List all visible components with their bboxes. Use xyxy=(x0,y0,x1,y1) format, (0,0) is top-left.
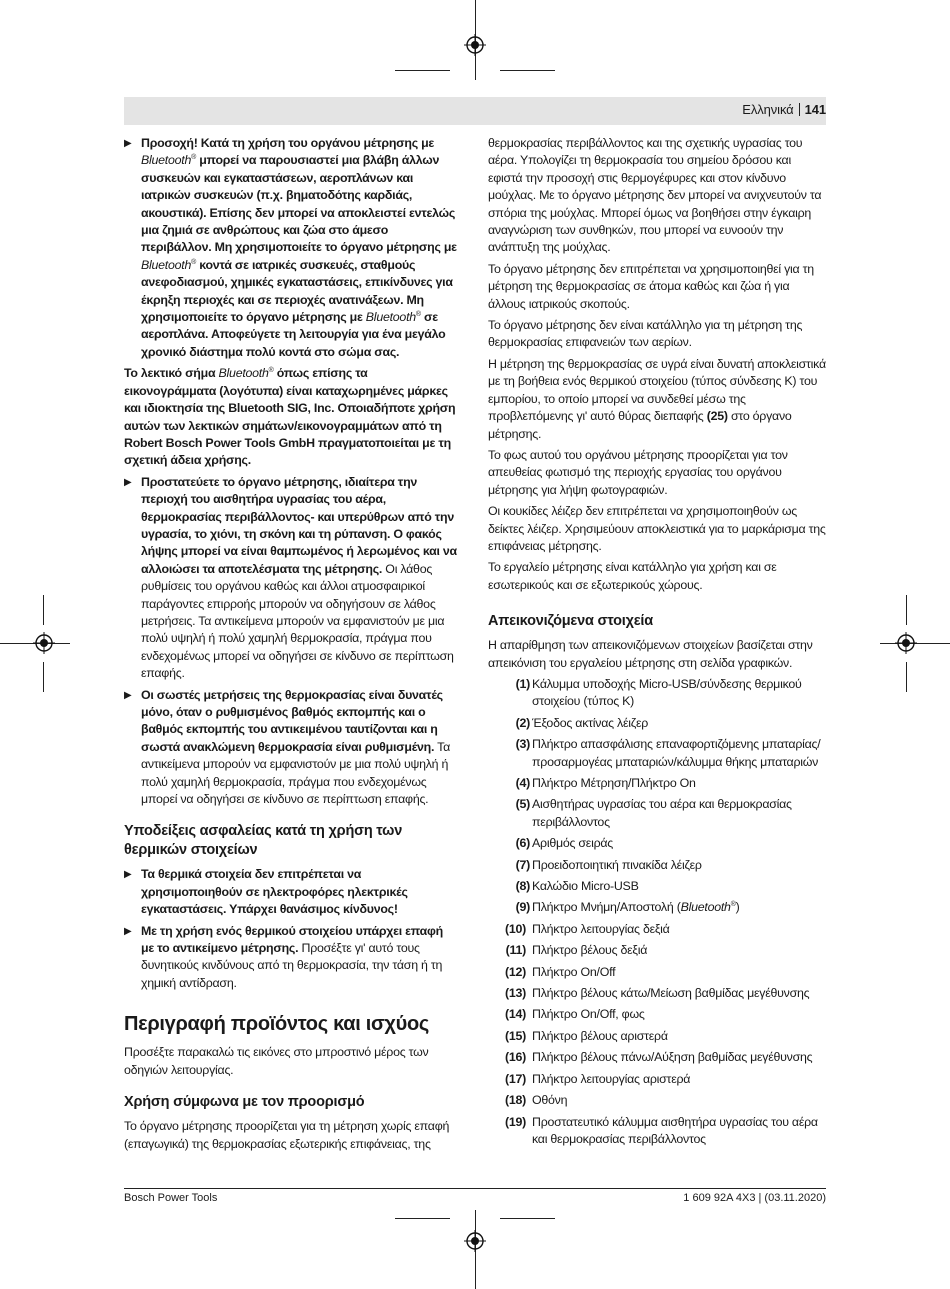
page-number: 141 xyxy=(804,102,826,117)
list-item: (1) Κάλυμμα υποδοχής Micro-USB/σύνδεσης θερμικού στοιχείου (τύπος K) xyxy=(515,676,802,709)
footer-doc-id: 1 609 92A 4X3 | (03.11.2020) xyxy=(683,1192,826,1204)
crop-mark xyxy=(395,70,450,71)
trademark-notice: Το λεκτικό σήμα Bluetooth® όπως επίσης τα εικονογράμματα (λογότυπα) είναι καταχωρημένες μάρκες και ιδιοκτησία της Bluetooth SIG, Inc. Οποιαδήποτε χρήση αυτών των λεκτικών σημάτων/εικονογραμμάτων από τη Robert Bosch Power Tools GmbH πραγματοποιείται με τη σχετική άδεια χρήσης. xyxy=(124,366,456,468)
list-item: (5) Αισθητήρας υγρασίας του αέρα και θερμοκρασίας περιβάλλοντος xyxy=(515,797,792,829)
registration-mark-icon xyxy=(33,632,55,654)
bullet-triangle-icon: ▶ xyxy=(124,476,132,488)
page-header xyxy=(742,102,826,117)
safety-heading: Υποδείξεις ασφαλείας κατά τη χρήση των θερμικών στοιχείων xyxy=(124,823,403,859)
list-item: (3) Πλήκτρο απασφάλισης επαναφορτιζόμενης μπαταρίας/προσαρμογέας μπαταριών/κάλυμμα θήκης μπαταριών xyxy=(515,737,821,769)
crop-mark xyxy=(500,1218,555,1219)
crop-mark xyxy=(395,1218,450,1219)
paragraph: Το όργανο μέτρησης δεν επιτρέπεται να χρησιμοποιηθεί για τη μέτρηση της θερμοκρασίας σε άτομα καθώς και ζώα ή για άλλους ιατρικούς σκοπούς. xyxy=(488,261,814,311)
paragraph: Το φως αυτού του οργάνου μέτρησης προορίζεται για τον απευθείας φωτισμό της περιοχής εργασίας του οργάνου μέτρησης για λήψη φωτογραφιών. xyxy=(488,447,788,497)
footer-rule xyxy=(124,1188,826,1189)
warning-contact: ▶ Με τη χρήση ενός θερμικού στοιχείου υπάρχει επαφή με το αντικείμενο μέτρησης. Προσέξτε γι' αυτό τους δυνητικούς κινδύνους από τη θερμοκρασία, την τάση ή τη χημική αντίδραση. xyxy=(124,923,443,990)
paragraph: θερμοκρασίας περιβάλλοντος και της σχετικής υγρασίας του αέρα. Υπολογίζει τη θερμοκρασία του σημείου δρόσου και εφιστά την προσοχή στις θερμογέφυρες και στον κίνδυνο μούχλας. Με το όργανο μέτρησης δεν μπορεί να ανιχνευτούν τα σπόρια της μούχλας. Μπορεί όμως να βοηθήσει στην έγκαιρη αναγνώριση των συνθηκών, που μπορεί να ευνοούν την ανάπτυξη της μούχλας. xyxy=(488,136,822,255)
bullet-triangle-icon: ▶ xyxy=(124,689,132,701)
intended-use-heading: Χρήση σύμφωνα με τον προορισμό xyxy=(124,1094,365,1111)
registration-mark-icon xyxy=(895,632,917,654)
header-bar xyxy=(124,97,826,125)
warning-protect-device: ▶ Προστατεύετε το όργανο μέτρησης, ιδιαίτερα την περιοχή του αισθητήρα υγρασίας του αέρα, θερμοκρασίας περιβάλλοντος- και υπερύθρων από την υγρασία, το χιόνι, τη σκόνη και τη ρύπανση. Ο φακός λήψης μπορεί να είναι θαμπωμένος ή λερωμένος και να αλλοιώσει τα αποτελέσματα της μέτρησης. Οι λάθος ρυθμίσεις του οργάνου καθώς και άλλοι ατμοσφαιρικοί παράγοντες επιρροής μπορούν να οδηγήσουν σε λάθος μετρήσεις. Τα αντικείμενα μπορούν να εμφανιστούν με μια πολύ υψηλή ή πολύ χαμηλή θερμοκρασία, πράγμα που ενδεχομένως μπορεί να οδηγήσει σε κίνδυνο σε περίπτωση επαφής. xyxy=(124,474,457,681)
components-intro: Η απαρίθμηση των απεικονιζόμενων στοιχείων βασίζεται στην απεικόνιση του εργαλείου μέτρησης στη σελίδα γραφικών. xyxy=(488,638,813,670)
list-item: (18) Οθόνη xyxy=(504,1093,568,1108)
bullet-triangle-icon: ▶ xyxy=(124,138,132,149)
section-title: Περιγραφή προϊόντος και ισχύος xyxy=(124,1013,429,1036)
paragraph: Το όργανο μέτρησης δεν είναι κατάλληλο για τη μέτρηση της θερμοκρασίας επιφανειών των αερίων. xyxy=(488,318,803,350)
list-item: (15) Πλήκτρο βέλους αριστερά xyxy=(504,1028,668,1043)
list-item: (17) Πλήκτρο λειτουργίας αριστερά xyxy=(504,1071,691,1086)
list-item: (12) Πλήκτρο On/Off xyxy=(504,964,616,979)
components-heading: Απεικονιζόμενα στοιχεία xyxy=(488,613,653,630)
list-item: (14) Πλήκτρο On/Off, φως xyxy=(504,1007,645,1022)
list-item: (2) Έξοδος ακτίνας λέιζερ xyxy=(515,715,649,730)
footer-brand: Bosch Power Tools xyxy=(124,1192,218,1204)
paragraph: Η μέτρηση της θερμοκρασίας σε υγρά είναι δυνατή αποκλειστικά με τη βοήθεια ενός θερμικού στοιχείου (τύπος σύνδεσης K) του εμπορίου, το οποίο μπορεί να συνδεθεί μέσω της προβλεπόμενης γι' αυτό θύρας διεπαφής (25) στο όργανο μέτρησης. xyxy=(488,356,826,441)
crop-mark xyxy=(43,662,44,692)
crop-mark xyxy=(906,662,907,692)
list-item: (11) Πλήκτρο βέλους δεξιά xyxy=(505,943,648,958)
registration-mark-icon xyxy=(464,1230,486,1252)
list-item: (7) Προειδοποιητική πινακίδα λέιζερ xyxy=(515,857,702,872)
crop-mark xyxy=(906,595,907,625)
registration-mark-icon xyxy=(464,34,486,56)
left-column xyxy=(124,135,459,1157)
paragraph: Οι κουκίδες λέιζερ δεν επιτρέπεται να χρησιμοποιηθούν ως δείκτες λέιζερ. Χρησιμεύουν αποκλειστικά για το μαρκάρισμα της επιφάνειας μέτρησης. xyxy=(488,504,826,553)
bullet-triangle-icon: ▶ xyxy=(124,869,132,881)
paragraph: Το εργαλείο μέτρησης είναι κατάλληλο για χρήση και σε εσωτερικούς και σε εξωτερικούς χώρους. xyxy=(488,560,777,592)
list-item: (19) Προστατευτικό κάλυμμα αισθητήρα υγρασίας του αέρα και θερμοκρασίας περιβάλλοντος xyxy=(504,1114,818,1146)
list-item: (4) Πλήκτρο Μέτρηση/Πλήκτρο On xyxy=(515,776,696,790)
intended-use-text: Το όργανο μέτρησης προορίζεται για τη μέτρηση χωρίς επαφή (επαγωγικά) της θερμοκρασίας εξωτερικής επιφάνειας, της xyxy=(124,1119,450,1151)
warning-emissivity: ▶ Οι σωστές μετρήσεις της θερμοκρασίας είναι δυνατές μόνο, όταν ο ρυθμισμένος βαθμός εκπομπής και ο βαθμός εκπομπής του αντικειμένου ταυτίζονται και η σωστά ανακλώμενη θερμοκρασία είναι ρυθμισμένη. Τα αντικείμενα μπορούν να εμφανιστούν με μια πολύ υψηλή ή πολύ χαμηλή θερμοκρασία, πράγμα που ενδεχομένως μπορεί να οδηγήσει σε κίνδυνο σε περίπτωση επαφής. xyxy=(124,687,451,807)
list-item: (8) Καλώδιο Micro-USB xyxy=(515,879,639,894)
header-language: Ελληνικά xyxy=(742,102,794,117)
crop-mark xyxy=(43,595,44,625)
list-item: (10) Πλήκτρο λειτουργίας δεξιά xyxy=(504,921,670,936)
components-list xyxy=(488,676,826,1148)
section-intro: Προσέξτε παρακαλώ τις εικόνες στο μπροστινό μέρος των οδηγιών λειτουργίας. xyxy=(124,1045,429,1077)
bullet-triangle-icon: ▶ xyxy=(124,925,132,937)
list-item: (13) Πλήκτρο βέλους κάτω/Μείωση βαθμίδας μεγέθυνσης xyxy=(504,986,810,1001)
list-item: (9) Πλήκτρο Μνήμη/Αποστολή (Bluetooth®) xyxy=(515,900,740,915)
warning-live-installations: ▶ Τα θερμικά στοιχεία δεν επιτρέπεται να χρησιμοποιηθούν σε ηλεκτροφόρες ηλεκτρικές εγκαταστάσεις. Υπάρχει θανάσιμος κίνδυνος! xyxy=(124,867,408,917)
warning-bluetooth: ▶ Προσοχή! Κατά τη χρήση του οργάνου μέτρησης με Bluetooth® μπορεί να παρουσιαστεί μια βλάβη άλλων συσκευών και εγκαταστάσεων, αεροπλάνων και ιατρικών συσκευών (π.χ. βηματοδότης καρδιάς, ακουστικά). Επίσης δεν μπορεί να αποκλειστεί εντελώς μια ζημιά σε ανθρώπους και ζώα στο άμεσο περιβάλλον. Μη χρησιμοποιείτε το όργανο μέτρησης με Bluetooth® κοντά σε ιατρικές συσκευές, σταθμούς ανεφοδιασμού, χημικές εγκαταστάσεις, επικίνδυνες για έκρηξη περιοχές και σε περιοχές ανατινάξεων. Μη χρησιμοποιείτε το όργανο μέτρησης με Bluetooth® σε αεροπλάνα. Αποφεύγετε τη λειτουργία για ένα μεγάλο χρονικό διάστημα πολύ κοντά στο σώμα σας. xyxy=(124,136,457,359)
crop-mark xyxy=(500,70,555,71)
list-item: (6) Αριθμός σειράς xyxy=(515,836,614,851)
right-column xyxy=(488,135,826,1152)
list-item: (16) Πλήκτρο βέλους πάνω/Αύξηση βαθμίδας μεγέθυνσης xyxy=(504,1050,813,1065)
header-separator xyxy=(799,103,800,116)
